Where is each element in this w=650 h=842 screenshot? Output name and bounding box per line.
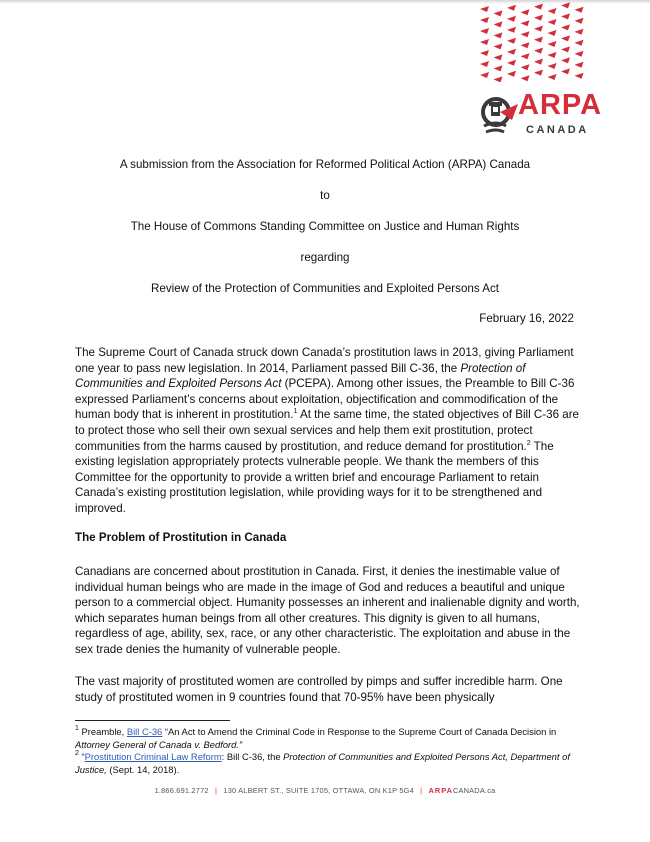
committee-line: The House of Commons Standing Committee on Justice and Human Rights	[130, 220, 520, 233]
footnote-1: $^1$ Preamble, Bill C-36 “An Act to Amend the Criminal Code in Response to the Supreme Court of Canada Decision in Attorney General of Canada v. Bedford.”	[75, 725, 557, 750]
body-paragraph-2: The vast majority of prostituted women are controlled by pimps and suffer incredible harm. One study of prostituted women in 9 countries found that 70-95% have been physically	[75, 675, 563, 704]
page-footer	[0, 786, 650, 795]
review-title-line: Review of the Protection of Communities and Exploited Persons Act	[151, 282, 499, 295]
footer-phone: 1.866.691.2772	[154, 786, 209, 795]
footnote-ref-2[interactable]: 2	[526, 439, 531, 447]
to-line: to	[320, 189, 330, 202]
triangle-pattern-icon	[476, 2, 616, 82]
bill-c36-link[interactable]: Bill C-36	[126, 726, 163, 737]
footer-address: 130 ALBERT ST., SUITE 1705, OTTAWA, ON K1P 5G4	[223, 786, 414, 795]
footnote-ref-1[interactable]: 1	[293, 408, 298, 416]
act-title: Protection of Communities and Exploited Persons Act	[75, 361, 526, 391]
footnotes	[75, 726, 585, 776]
section-heading: The Problem of Prostitution in Canada	[75, 531, 287, 544]
law-reform-link[interactable]: Prostitution Criminal Law Reform	[84, 751, 222, 763]
footer-separator: |	[420, 786, 423, 795]
footnote-divider	[75, 720, 230, 721]
logo-subtitle: CANADA	[526, 124, 589, 136]
footer-separator: |	[215, 786, 218, 795]
footer-site: CANADA.ca	[452, 786, 496, 795]
logo-wordmark: ARPA	[518, 89, 603, 121]
footnote-2: $^2$ “Prostitution Criminal Law Reform: Bill C-36, the Protection of Communities and Exploited Persons Act, Department of Justice, (Sept. 14, 2018).	[75, 750, 570, 775]
footer-brand: ARPA	[428, 786, 453, 795]
body-paragraph-1: Canadians are concerned about prostitution in Canada. First, it denies the inestimable value of individual human beings who are made in the image of God and reduces a beautiful and unique person to a commercial object. Humanity possesses an inherent and inalienable dignity and worth, which separates human beings from all other creatures. This dignity is given to all humans, regardless of age, ability, sex, race, or any other characteristic. The exploitation and abuse in the sex trade denies the humanity of vulnerable people.	[75, 565, 580, 656]
submission-from-line: A submission from the Association for Reformed Political Action (ARPA) Canada	[119, 158, 531, 171]
submission-date: February 16, 2022	[479, 312, 574, 325]
regarding-line: regarding	[300, 251, 350, 264]
intro-paragraph: The Supreme Court of Canada struck down Canada’s prostitution laws in 2013, giving Parliament one year to pass new legislation. In 2014, Parliament passed Bill C-36, the Protection of Communities and Exploited Persons Act (PCEPA). Among other issues, the Preamble to Bill C-36 expressed Parliament’s concerns about exploitation, objectification and commodification of the human body that is inherent in prostitution.$^1$ At the same time, the stated objectives of Bill C-36 are to protect those who sell their own sexual services and help them exit prostitution, protect communities from the harms caused by prostitution, and reduce demand for prostitution.$^2$ The existing legislation appropriately protects vulnerable people. We thank the members of this Committee for the opportunity to provide a written brief and encourage Parliament to retain Canada’s existing prostitution legislation, while providing ways for it to be strengthened and improved.	[75, 346, 579, 515]
